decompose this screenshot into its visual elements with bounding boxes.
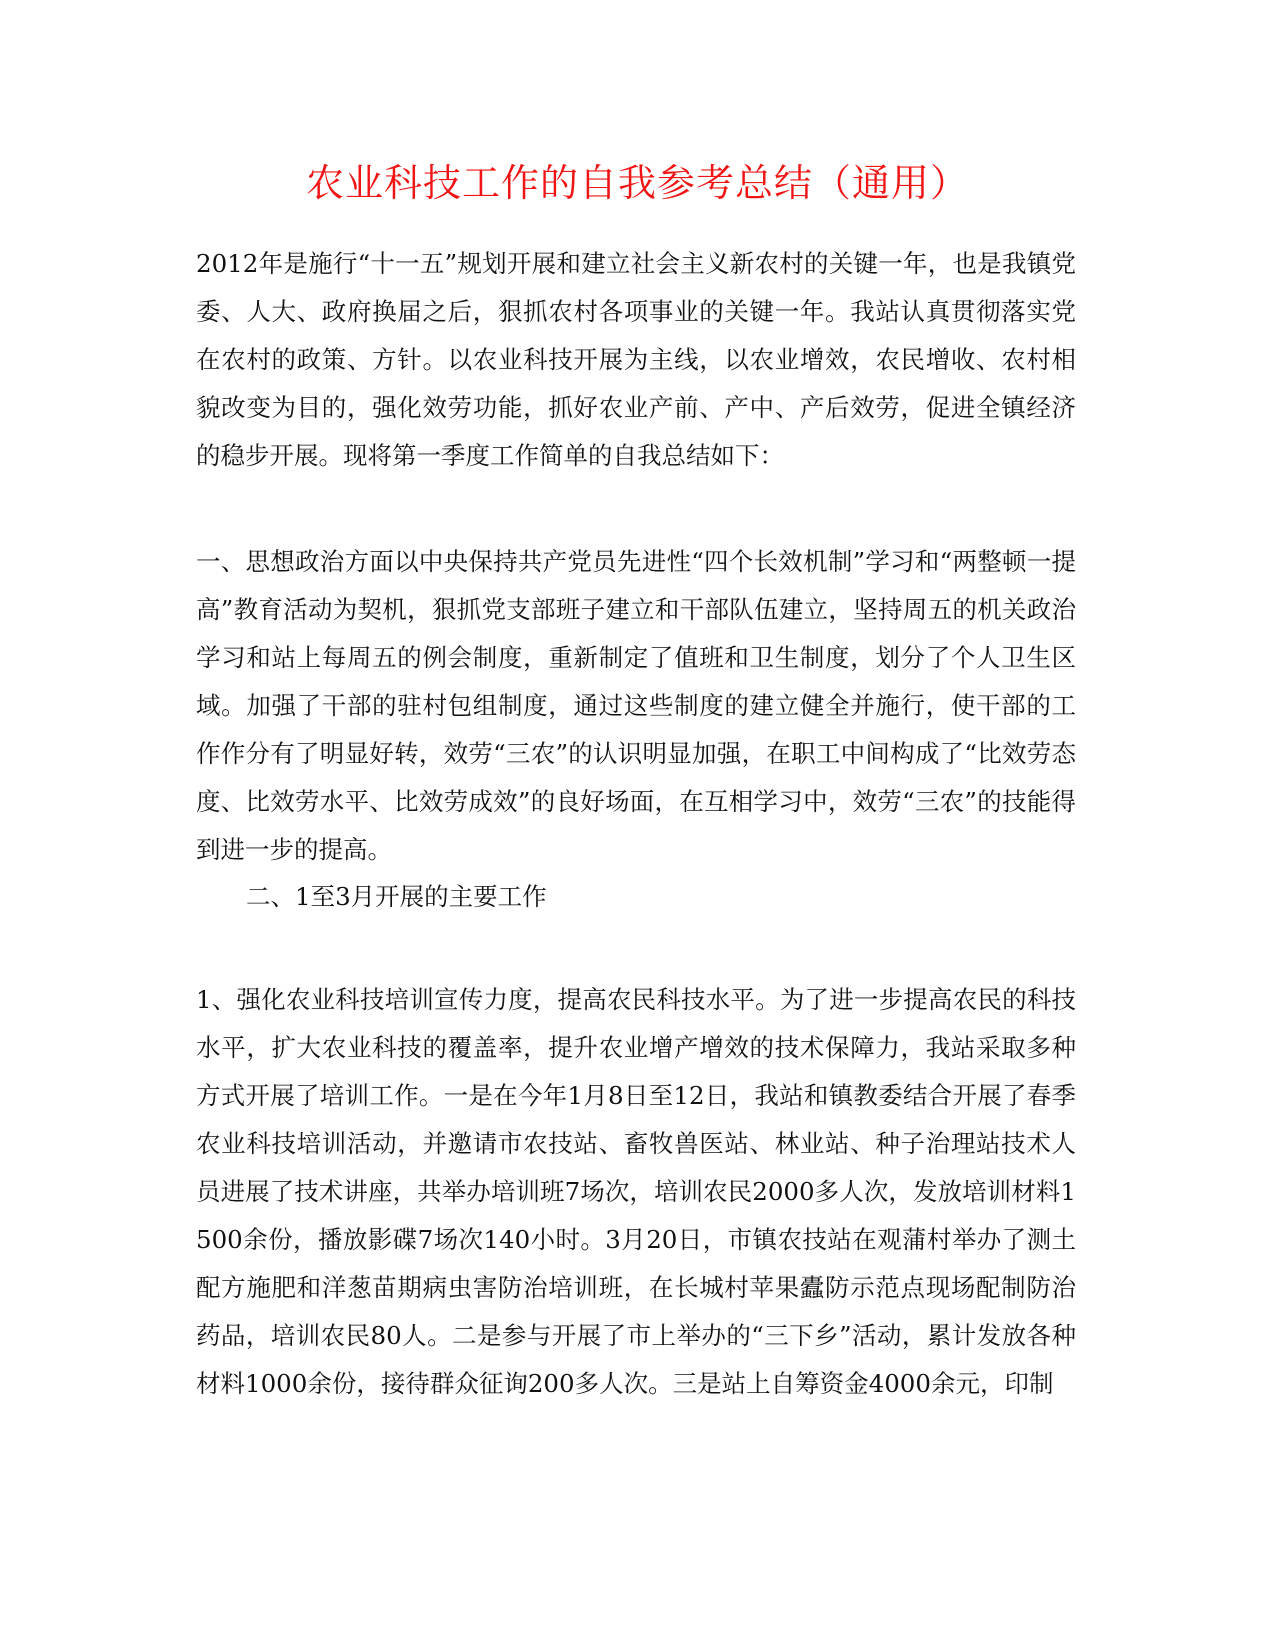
section-two-heading: 二、1至3月开展的主要工作	[246, 882, 547, 911]
paragraph-section-one: 一、思想政治方面以中央保持共产党员先进性“四个长效机制”学习和“两整顿一提高”教育活动为契机，狠抓党支部班子建立和干部队伍建立，坚持周五的机关政治学习和站上每周五的例会制度，重新制定了值班和卫生制度，划分了个人卫生区域。加强了干部的驻村包组制度，通过这些制度的建立健全并施行，使干部的工作作分有了明显好转，效劳“三农”的认识明显加强，在职工中间构成了“比效劳态度、比效劳水平、比效劳成效”的良好场面，在互相学习中，效劳“三农”的技能得到进一步的提高。	[196, 547, 1076, 864]
page-title: 农业科技工作的自我参考总结（通用）	[305, 161, 969, 205]
paragraph-intro: 2012年是施行“十一五”规划开展和建立社会主义新农村的关键一年，也是我镇党委、人大、政府换届之后，狠抓农村各项事业的关键一年。我站认真贯彻落实党在农村的政策、方针。以农业科技开展为主线，以农业增效，农民增收、农村相貌改变为目的，强化效劳功能，抓好农业产前、产中、产后效劳，促进全镇经济的稳步开展。现将第一季度工作简单的自我总结如下：	[196, 249, 1076, 470]
paragraph-item-one: 1、强化农业科技培训宣传力度，提高农民科技水平。为了进一步提高农民的科技水平，扩大农业科技的覆盖率，提升农业增产增效的技术保障力，我站采取多种方式开展了培训工作。一是在今年1月8日至12日，我站和镇教委结合开展了春季农业科技培训活动，并邀请市农技站、畜牧兽医站、林业站、种子治理站技术人员进展了技术讲座，共举办培训班7场次，培训农民2000多人次，发放培训材料1500余份，播放影碟7场次140小时。3月20日，市镇农技站在观蒲村举办了测土配方施肥和洋葱苗期病虫害防治培训班，在长城村苹果蠹防示范点现场配制防治药品，培训农民80人。二是参与开展了市上举办的“三下乡”活动，累计发放各种材料1000余份，接待群众征询200多人次。三是站上自筹资金4000余元，印制	[196, 985, 1076, 1398]
